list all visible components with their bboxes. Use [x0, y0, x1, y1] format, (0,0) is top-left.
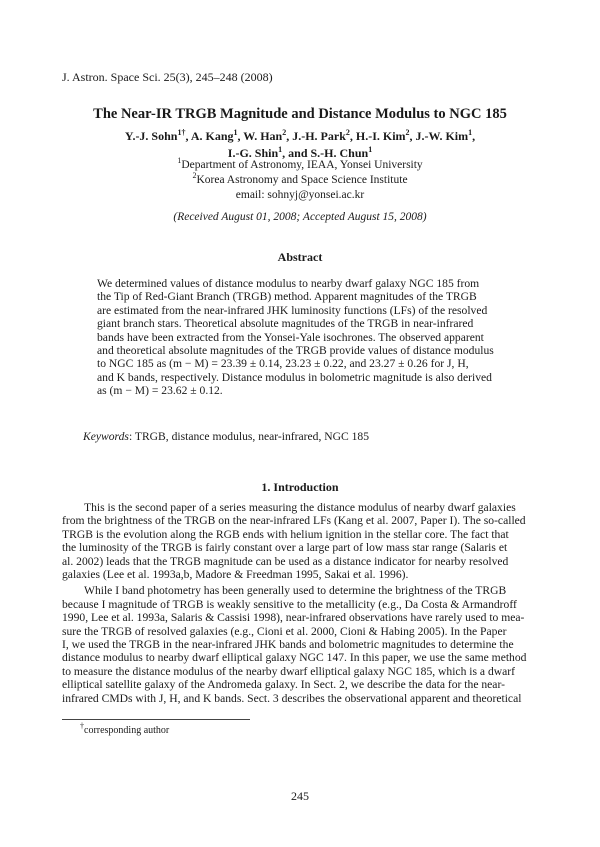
contact-email: email: sohnyj@yonsei.ac.kr: [235, 189, 365, 201]
footnote-rule: [62, 719, 250, 720]
text-line: from the brightness of the TRGB on the near-infrared LFs (Kang et al. 2007, Paper I). The so-called: [62, 514, 526, 528]
abstract-line: and theoretical absolute magnitudes of the TRGB provide values of distance modulus: [97, 344, 494, 358]
author: J.-H. Park$^2$,: [292, 128, 356, 143]
abstract-line: We determined values of distance modulus to nearby dwarf galaxy NGC 185 from: [97, 277, 480, 290]
paper-title: The Near-IR TRGB Magnitude and Distance Modulus to NGC 185: [93, 106, 507, 122]
footnote: †corresponding author: [80, 721, 170, 736]
abstract-line: are estimated from the near-infrared JHK luminosity functions (LFs) of the resolved: [97, 303, 488, 317]
text-line: TRGB is the evolution along the RGB ends with helium ignition in the stellar core. The fact that: [62, 527, 509, 541]
text-line: This is the second paper of a series measuring the distance modulus of nearby dwarf galaxies: [84, 501, 516, 514]
keywords-label: Keywords: [83, 430, 129, 443]
author: J.-W. Kim$^1$,: [415, 128, 476, 143]
paragraph: [62, 584, 538, 705]
abstract-line: giant branch stars. Theoretical absolute magnitudes of the TRGB in near-infrared: [97, 317, 474, 331]
author: S.-H. Chun$^1$: [310, 145, 373, 160]
author: A. Kang$^1$,: [190, 128, 244, 143]
text-line: While I band photometry has been generally used to determine the brightness of the TRGB: [84, 584, 507, 598]
author: W. Han$^2$,: [243, 128, 293, 143]
keywords: [83, 430, 369, 443]
text-line: because I magnitude of TRGB is weakly sensitive to the metallicity (e.g., Da Costa & Armandroff: [62, 597, 517, 611]
author: I.-G. Shin$^1$, and: [227, 145, 311, 160]
abstract-line: to NGC 185 as (m − M) = 23.39 ± 0.14, 23.23 ± 0.22, and 23.27 ± 0.26 for J, H,: [97, 357, 469, 371]
text-line: to measure the distance modulus of the nearby dwarf elliptical galaxy NGC 185, which is a dwarf: [62, 664, 515, 678]
text-line: distance modulus to nearby dwarf elliptical galaxy NGC 147. In this paper, we use the same method: [62, 651, 527, 665]
journal-reference: J. Astron. Space Sci. 25(3), 245–248 (2008): [62, 70, 273, 84]
text-line: I, we used the TRGB in the near-infrared JHK bands and bolometric magnitudes to determine the: [62, 638, 514, 652]
abstract-line: bands have been extracted from the Yonsei-Yale isochrones. The observed apparent: [97, 330, 484, 344]
author: Y.-J. Sohn$^{1\dagger}$,: [124, 128, 191, 143]
text-line: elliptical satellite galaxy of the Andromeda galaxy. In Sect. 2, we describe the data for the near-: [62, 678, 505, 692]
text-line: infrared CMDs with J, H, and K bands. Sect. 3 describes the observational apparent and theoretical: [62, 691, 522, 705]
text-line: galaxies (Lee et al. 1993a,b, Madore & Freedman 1995, Sakai et al. 1996).: [62, 568, 409, 582]
affiliation: $^2$Korea Astronomy and Space Science Institute: [192, 171, 408, 186]
abstract-line: as (m − M) = 23.62 ± 0.12.: [97, 384, 223, 398]
abstract-line: the Tip of Red-Giant Branch (TRGB) method. Apparent magnitudes of the TRGB: [97, 290, 477, 304]
author-line-1: [0, 128, 600, 145]
page-number: 245: [291, 789, 309, 803]
text-line: al. 2002) leads that the TRGB magnitude can be used as a distance indicator for nearby resolved: [62, 554, 509, 568]
author-list: [0, 128, 600, 162]
section-heading-introduction: 1. Introduction: [261, 480, 339, 494]
affiliations: [0, 158, 600, 203]
text-line: 1990, Lee et al. 1993a, Salaris & Cassisi 1998), near-infrared observations have rarely used to mea-: [62, 611, 525, 625]
text-line: sure the TRGB of resolved galaxies (e.g., Cioni et al. 2000, Cioni & Habing 2005). In the Paper: [62, 624, 507, 638]
affiliation: $^1$Department of Astronomy, IEAA, Yonsei University: [177, 156, 423, 171]
received-dates: (Received August 01, 2008; Accepted August 15, 2008): [173, 211, 427, 223]
introduction-body: [62, 501, 538, 705]
paragraph: [62, 501, 538, 581]
keywords-text: : TRGB, distance modulus, near-infrared, NGC 185: [128, 430, 370, 443]
abstract-line: and K bands, respectively. Distance modulus in bolometric magnitude is also derived: [97, 370, 492, 384]
text-line: the luminosity of the TRGB is fairly constant over a large part of low mass star range (Salaris et: [62, 541, 508, 555]
abstract-text: [97, 277, 507, 398]
author: H.-I. Kim$^2$,: [355, 128, 416, 143]
abstract-heading: Abstract: [277, 250, 323, 264]
